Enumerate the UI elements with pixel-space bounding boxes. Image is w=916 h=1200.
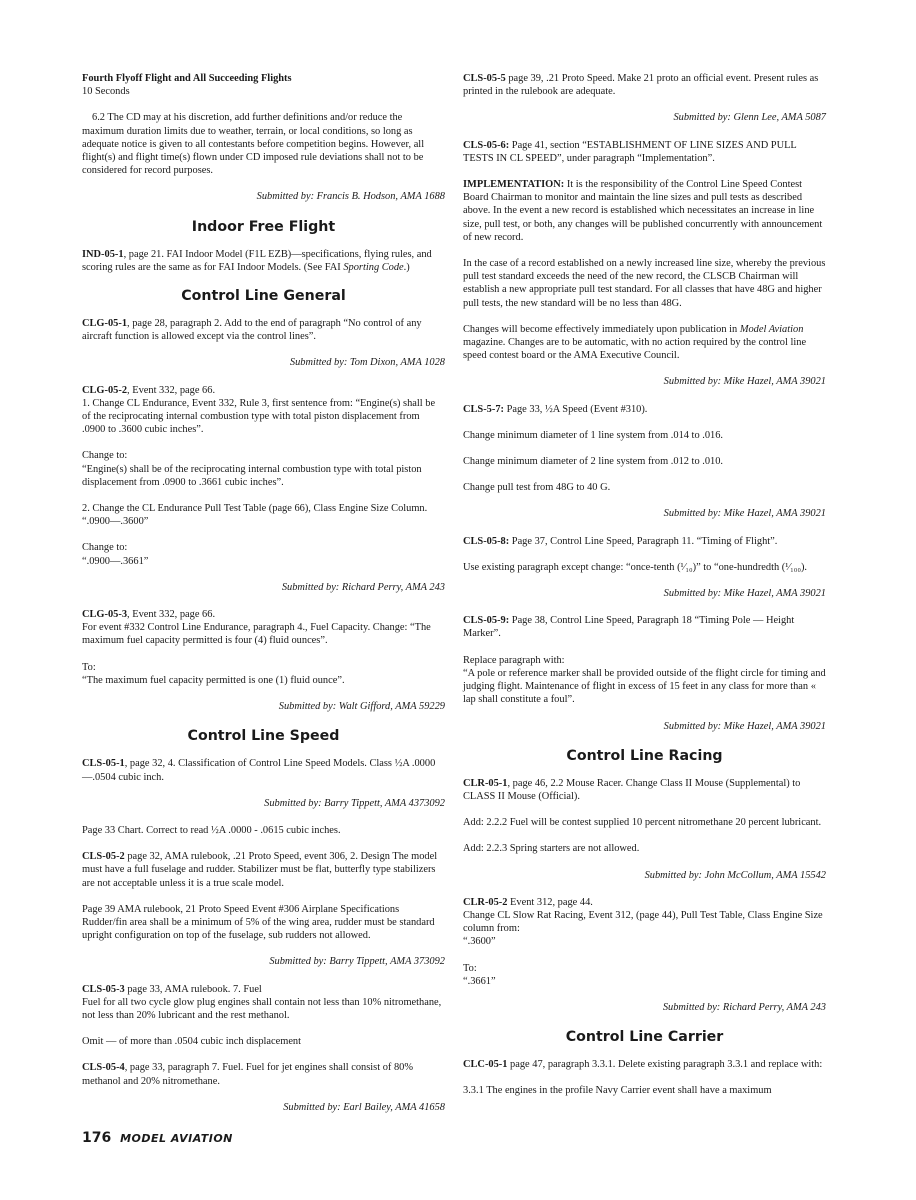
proposal-line: Change to: xyxy=(82,542,128,554)
proposal-code: CLS-05-4 xyxy=(82,1062,125,1074)
proposal-cls-05-9 xyxy=(463,614,826,640)
proposal-line: “.3600” xyxy=(463,936,496,948)
proposal-text: , Event 332, page 66. xyxy=(127,384,216,396)
proposal-text: page 32, AMA rulebook, .21 Proto Speed, event 306, 2. Design The model must have a full fuselage and rudder. Stabilizer must be flat, butterfly type stabilizers are not acceptable unless it is a true scale model. xyxy=(82,851,438,889)
section-heading-control-line-racing: Control Line Racing xyxy=(566,747,723,764)
proposal-italic: Sporting Code xyxy=(343,261,404,273)
proposal-line: Page 39 AMA rulebook, 21 Proto Speed Event #306 Airplane Specifications Rudder/fin area shall be a minimum of 5% of the wing area, rudder must be standard upright configuration on top of the fuselage, sub rudders not allowed. xyxy=(82,903,435,942)
proposal-line: Change minimum diameter of 2 line system from .012 to .010. xyxy=(463,456,724,468)
submitted-by: Submitted by: Barry Tippett, AMA 4373092 xyxy=(264,797,445,809)
proposal-text: Event 312, page 44. xyxy=(507,896,593,908)
proposal-line: 3.3.1 The engines in the profile Navy Carrier event shall have a maximum xyxy=(463,1085,772,1097)
proposal-line: Add: 2.2.3 Spring starters are not allowed. xyxy=(463,843,640,855)
proposal-text: , page 33, paragraph 7. Fuel. Fuel for jet engines shall consist of 80% methanol and 20% nitromethane. xyxy=(82,1062,414,1087)
proposal-code: CLS-5-7: xyxy=(463,403,504,415)
proposal-line: 2. Change the CL Endurance Pull Test Table (page 66), Class Engine Size Column. “.0900—.3600” xyxy=(82,503,428,528)
proposal-text: page 39, .21 Proto Speed. Make 21 proto an official event. Present rules as printed in the rulebook are adequate. xyxy=(463,73,819,98)
implementation-label: IMPLEMENTATION: xyxy=(463,179,565,191)
proposal-code: CLS-05-3 xyxy=(82,983,125,995)
proposal-text: Page 33, ½A Speed (Event #310). xyxy=(503,403,648,415)
proposal-ind-05-1 xyxy=(82,248,445,274)
proposal-text: magazine. Changes are to be automatic, with no action required by the control line speed contest board or the AMA Executive Council. xyxy=(463,337,807,362)
proposal-line: Replace paragraph with: xyxy=(463,654,565,666)
submitted-by: Submitted by: Mike Hazel, AMA 39021 xyxy=(663,720,826,732)
magazine-brand: MODEL AVIATION xyxy=(120,1132,233,1145)
proposal-line: Change pull test from 48G to 40 G. xyxy=(463,482,611,494)
submitted-by: Submitted by: Francis B. Hodson, AMA 1688 xyxy=(256,191,445,203)
proposal-code: CLS-05-1 xyxy=(82,758,125,770)
proposal-code: CLG-05-2 xyxy=(82,384,128,396)
proposal-text: page 33, AMA rulebook. 7. Fuel xyxy=(124,983,262,995)
intro-time: 10 Seconds xyxy=(82,86,130,98)
proposal-line: Change CL Slow Rat Racing, Event 312, (page 44), Pull Test Table, Class Engine Size column from: xyxy=(463,909,823,935)
implementation-text: It is the responsibility of the Control Line Speed Contest Board Chairman to monitor and maintain the line sizes and pull tests as described above. In the event a new record is established which necessitates an increase in line size, pull test, or both, any changes will be published concurrently with announcement of new record. xyxy=(463,179,823,243)
right-column xyxy=(463,72,826,1111)
proposal-cls-05-3 xyxy=(82,983,445,996)
implementation-paragraph xyxy=(463,178,826,244)
proposal-line: Omit — of more than .0504 cubic inch displacement xyxy=(82,1036,302,1048)
intro-block xyxy=(82,72,445,98)
proposal-cls-05-1 xyxy=(82,757,445,783)
proposal-code: CLR-05-2 xyxy=(463,896,508,908)
proposal-text: Changes will become effectively immediately upon publication in xyxy=(463,323,740,335)
proposal-line: Change to: xyxy=(82,450,128,462)
proposal-cls-05-2 xyxy=(82,850,445,890)
proposal-text: , page 21. FAI Indoor Model (F1L EZB)—specifications, flying rules, and scoring rules are the same as for FAI Indoor Models. (See FAI xyxy=(82,248,432,273)
proposal-cls-05-6 xyxy=(463,139,826,165)
submitted-by: Submitted by: Mike Hazel, AMA 39021 xyxy=(663,508,826,520)
proposal-line: For event #332 Control Line Endurance, paragraph 4., Fuel Capacity. Change: “The maximum fuel capacity permitted is four (4) fluid ounces”. xyxy=(82,622,431,647)
proposal-code: CLS-05-6: xyxy=(463,139,510,151)
proposal-text: Page 38, Control Line Speed, Paragraph 18 “Timing Pole — Height Marker”. xyxy=(463,615,795,640)
proposal-code: CLG-05-3 xyxy=(82,609,128,621)
submitted-by: Submitted by: Barry Tippett, AMA 373092 xyxy=(269,956,445,968)
proposal-code: CLS-05-2 xyxy=(82,851,125,863)
proposal-text: , page 32, 4. Classification of Control Line Speed Models. Class ½A .0000—.0504 cubic inch. xyxy=(82,758,436,783)
proposal-code: CLS-05-5 xyxy=(463,73,506,84)
submitted-by: Submitted by: Walt Gifford, AMA 59229 xyxy=(278,701,445,713)
proposal-clr-05-1 xyxy=(463,777,826,803)
changes-paragraph xyxy=(463,323,826,363)
proposal-cls-05-4 xyxy=(82,1061,445,1087)
magazine-title: Model Aviation xyxy=(739,323,804,335)
proposal-text: , Event 332, page 66. xyxy=(127,609,216,621)
proposal-line: “Engine(s) shall be of the reciprocating internal combustion type with total piston displacement from .0900 to .3661 cubic inches”. xyxy=(82,463,422,488)
submitted-by: Submitted by: Earl Bailey, AMA 41658 xyxy=(283,1101,445,1113)
section-heading-control-line-speed: Control Line Speed xyxy=(187,728,340,745)
proposal-cls-05-8 xyxy=(463,535,826,548)
proposal-clg-05-2 xyxy=(82,384,445,397)
proposal-line: “.0900—.3661” xyxy=(82,555,149,567)
proposal-code: CLS-05-8: xyxy=(463,535,510,547)
page-footer xyxy=(82,1130,233,1146)
proposal-text: page 47, paragraph 3.3.1. Delete existing paragraph 3.3.1 and replace with: xyxy=(507,1059,823,1071)
proposal-line: “A pole or reference marker shall be provided outside of the flight circle for timing and judging flight. Maintenance of flight in excess of 15 feet in any class for more than « lap shall constitute a foul”. xyxy=(463,667,826,706)
proposal-code: CLC-05-1 xyxy=(463,1059,508,1071)
submitted-by: Submitted by: Glenn Lee, AMA 5087 xyxy=(673,112,826,124)
section-heading-control-line-general: Control Line General xyxy=(181,288,346,305)
section-heading-indoor-free-flight: Indoor Free Flight xyxy=(191,218,336,235)
proposal-line: To: xyxy=(463,962,477,974)
proposal-cls-05-5 xyxy=(463,72,826,98)
proposal-clr-05-2 xyxy=(463,896,826,909)
proposal-text: .) xyxy=(403,261,410,273)
submitted-by: Submitted by: Mike Hazel, AMA 39021 xyxy=(663,376,826,388)
proposal-line: “The maximum fuel capacity permitted is one (1) fluid ounce”. xyxy=(82,674,345,686)
section-heading-control-line-carrier: Control Line Carrier xyxy=(565,1029,724,1046)
proposal-clg-05-1 xyxy=(82,317,445,343)
submitted-by: Submitted by: Mike Hazel, AMA 39021 xyxy=(663,588,826,600)
proposal-line: Page 33 Chart. Correct to read ½A .0000 - .0615 cubic inches. xyxy=(82,824,341,836)
proposal-clg-05-3 xyxy=(82,608,445,621)
paragraph-6-2: 6.2 The CD may at his discretion, add further definitions and/or reduce the maximum duration limits due to weather, terrain, or local conditions, so long as adequate notice is given to all contestants before competition begins. However, all flight(s) and flight time(s) flown under CD imposed rule deviations shall not to be considered for record purposes. xyxy=(82,112,425,177)
proposal-line: Add: 2.2.2 Fuel will be contest supplied 10 percent nitromethane 20 percent lubricant. xyxy=(463,817,822,829)
submitted-by: Submitted by: Tom Dixon, AMA 1028 xyxy=(289,357,445,369)
proposal-line: 1. Change CL Endurance, Event 332, Rule 3, first sentence from: “Engine(s) shall be of the reciprocating internal combustion type with total piston displacement from .0900 to .3600 cubic inches”. xyxy=(82,397,436,436)
proposal-code: CLS-05-9: xyxy=(463,615,510,627)
proposal-line: Fuel for all two cycle glow plug engines shall contain not less than 10% nitromethane, not less than 20% lubricant and the rest methanol. xyxy=(82,996,442,1021)
proposal-text: Page 37, Control Line Speed, Paragraph 11. “Timing of Flight”. xyxy=(509,535,778,547)
proposal-line: Change minimum diameter of 1 line system from .014 to .016. xyxy=(463,429,724,441)
proposal-line: In the case of a record established on a newly increased line size, whereby the previous pull test standard exceeds the need of the new record, the CLSCB Chairman will establish a new appropriate pull test standard. For all classes that have 48G and higher pull tests, the new standard will be no less than 48G. xyxy=(463,258,826,309)
proposal-line: To: xyxy=(82,661,96,673)
submitted-by: Submitted by: John McCollum, AMA 15542 xyxy=(644,869,826,881)
submitted-by: Submitted by: Richard Perry, AMA 243 xyxy=(281,581,445,593)
intro-title: Fourth Flyoff Flight and All Succeeding Flights xyxy=(82,73,292,84)
proposal-text: , page 28, paragraph 2. Add to the end of paragraph “No control of any aircraft function is allowed except via the control lines”. xyxy=(82,318,422,343)
submitted-by: Submitted by: Richard Perry, AMA 243 xyxy=(662,1001,826,1013)
proposal-code: IND-05-1 xyxy=(82,248,124,260)
page-number: 176 xyxy=(82,1130,112,1146)
proposal-code: CLG-05-1 xyxy=(82,318,128,330)
left-column xyxy=(82,72,445,1128)
proposal-code: CLR-05-1 xyxy=(463,777,508,789)
proposal-clc-05-1 xyxy=(463,1058,826,1071)
proposal-line: “.3661” xyxy=(463,975,496,987)
proposal-cls-5-7 xyxy=(463,403,826,416)
proposal-line: Use existing paragraph except change: “once-tenth (¹⁄₁₀)” to “one-hundredth (¹⁄₁₀₀). xyxy=(463,561,808,573)
proposal-text: Page 41, section “ESTABLISHMENT OF LINE SIZES AND PULL TESTS IN CL SPEED”, under paragraph “Implementation”. xyxy=(463,139,797,164)
proposal-text: , page 46, 2.2 Mouse Racer. Change Class II Mouse (Supplemental) to CLASS II Mouse (Official). xyxy=(463,777,801,802)
